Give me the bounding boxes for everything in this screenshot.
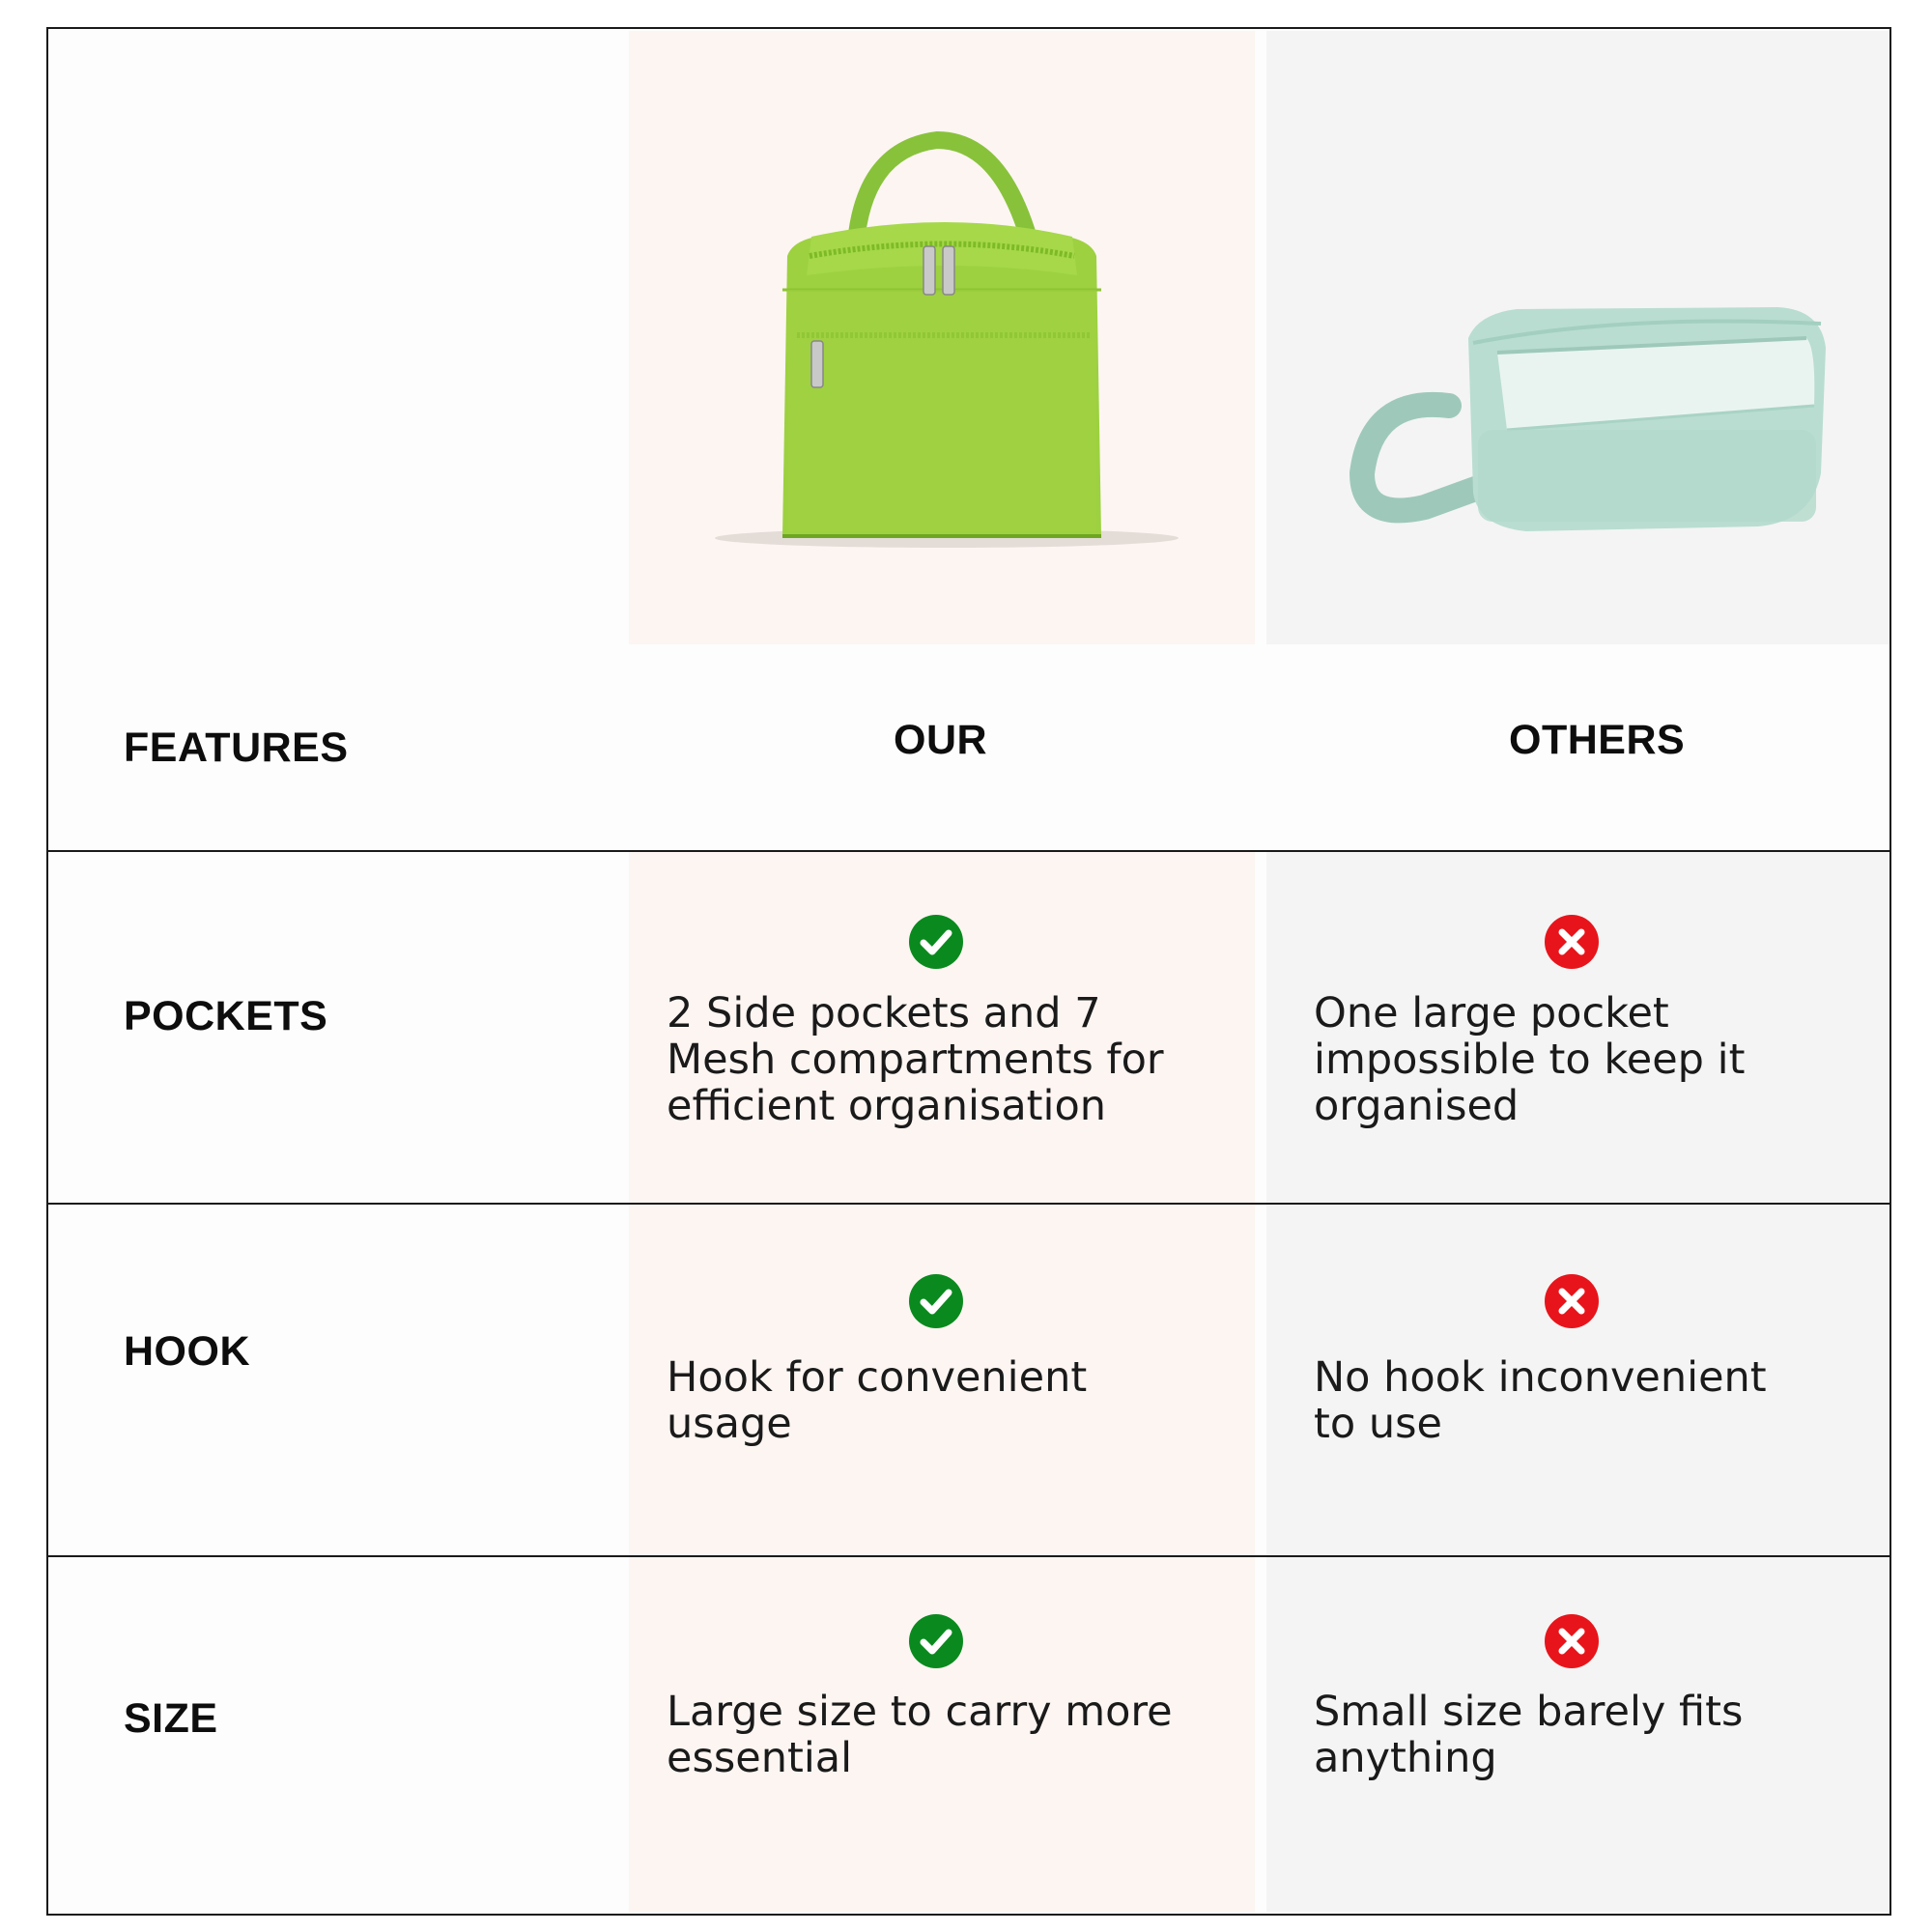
comparison-table bbox=[46, 27, 1891, 1916]
others-size-text: Small size barely fits anything bbox=[1314, 1688, 1744, 1782]
others-hook-text: No hook inconvenient to use bbox=[1314, 1353, 1767, 1448]
feature-label-hook: HOOK bbox=[124, 1328, 250, 1375]
others-pockets-text: One large pocket impossible to keep it organised bbox=[1314, 989, 1746, 1130]
x-circle-icon bbox=[1544, 1273, 1600, 1329]
our-hook-text: Hook for convenient usage bbox=[667, 1353, 1088, 1448]
check-circle-icon bbox=[908, 914, 964, 970]
feature-label-size: SIZE bbox=[124, 1695, 218, 1742]
x-circle-icon bbox=[1544, 914, 1600, 970]
others-header: OTHERS bbox=[1509, 717, 1686, 763]
others-product-image bbox=[1333, 261, 1855, 570]
our-pockets-text: 2 Side pockets and 7 Mesh compartments for efficient organisation bbox=[667, 989, 1164, 1130]
row-divider bbox=[48, 850, 1889, 852]
row-divider bbox=[48, 1203, 1889, 1205]
our-size-text: Large size to carry more essential bbox=[667, 1688, 1173, 1782]
x-circle-icon bbox=[1544, 1613, 1600, 1669]
our-header: OUR bbox=[894, 717, 988, 763]
our-product-image bbox=[686, 111, 1208, 565]
row-divider bbox=[48, 1555, 1889, 1557]
header-label-strip bbox=[629, 644, 1889, 851]
feature-label-pockets: POCKETS bbox=[124, 993, 328, 1039]
features-header: FEATURES bbox=[124, 724, 349, 771]
check-circle-icon bbox=[908, 1613, 964, 1669]
check-circle-icon bbox=[908, 1273, 964, 1329]
